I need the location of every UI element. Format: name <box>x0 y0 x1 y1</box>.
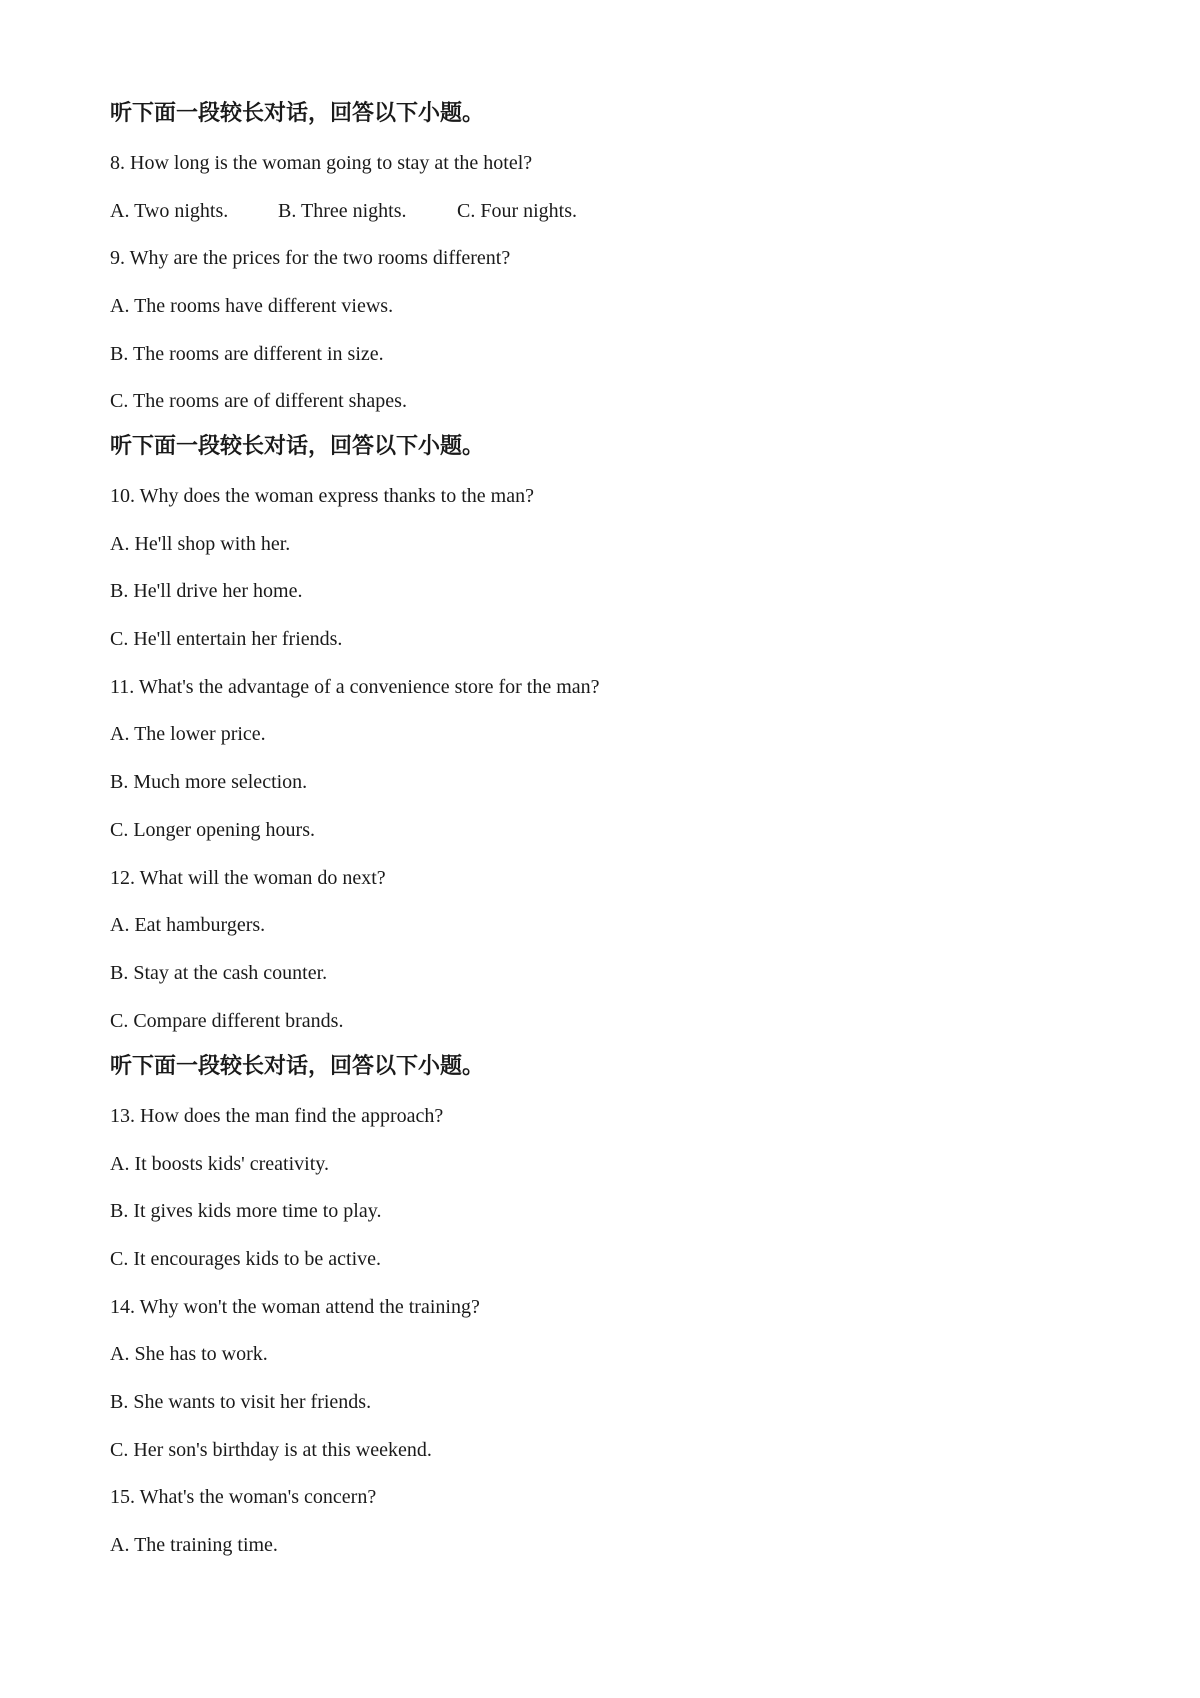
option-10c: C. He'll entertain her friends. <box>110 628 343 650</box>
question-8: 8. How long is the woman going to stay at the hotel? <box>110 152 533 174</box>
option-9a: A. The rooms have different views. <box>110 295 394 317</box>
question-9: 9. Why are the prices for the two rooms different? <box>110 247 511 269</box>
option-15a: A. The training time. <box>110 1534 278 1556</box>
question-13: 13. How does the man find the approach? <box>110 1105 444 1127</box>
question-15: 15. What's the woman's concern? <box>110 1486 377 1508</box>
section-heading: 听下面一段较长对话，回答以下小题。 <box>110 101 485 126</box>
option-14c: C. Her son's birthday is at this weekend. <box>110 1439 432 1461</box>
option-12a: A. Eat hamburgers. <box>110 914 266 936</box>
option-11a: A. The lower price. <box>110 723 266 745</box>
option-13a: A. It boosts kids' creativity. <box>110 1153 329 1175</box>
option-14b: B. She wants to visit her friends. <box>110 1391 372 1413</box>
option-8c: C. Four nights. <box>457 200 578 222</box>
question-14: 14. Why won't the woman attend the training? <box>110 1296 480 1318</box>
option-13c: C. It encourages kids to be active. <box>110 1248 382 1270</box>
section-heading: 听下面一段较长对话，回答以下小题。 <box>110 434 485 459</box>
option-9b: B. The rooms are different in size. <box>110 343 384 365</box>
option-11b: B. Much more selection. <box>110 771 308 793</box>
option-14a: A. She has to work. <box>110 1343 268 1365</box>
option-11c: C. Longer opening hours. <box>110 819 315 841</box>
section-heading: 听下面一段较长对话，回答以下小题。 <box>110 1054 485 1079</box>
option-12b: B. Stay at the cash counter. <box>110 962 328 984</box>
question-10: 10. Why does the woman express thanks to the man? <box>110 485 534 507</box>
option-8a: A. Two nights. <box>110 200 229 222</box>
option-9c: C. The rooms are of different shapes. <box>110 390 407 412</box>
question-12: 12. What will the woman do next? <box>110 867 386 889</box>
option-13b: B. It gives kids more time to play. <box>110 1200 382 1222</box>
option-10a: A. He'll shop with her. <box>110 533 291 555</box>
option-10b: B. He'll drive her home. <box>110 580 303 602</box>
question-11: 11. What's the advantage of a convenience store for the man? <box>110 676 600 698</box>
option-12c: C. Compare different brands. <box>110 1010 344 1032</box>
option-8b: B. Three nights. <box>278 200 407 222</box>
